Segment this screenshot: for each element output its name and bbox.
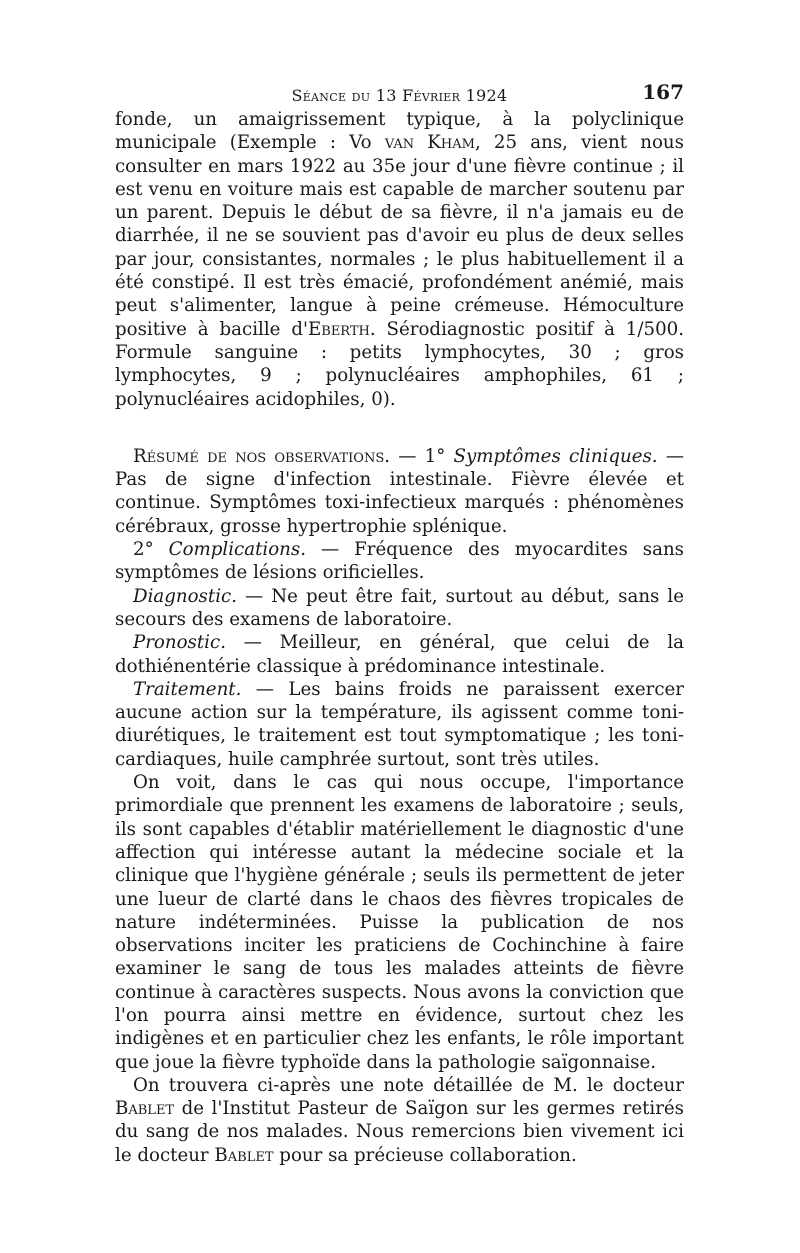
closing-paragraph: [115, 1074, 684, 1167]
patient-name: van Kham: [384, 132, 475, 154]
complications-paragraph: [115, 538, 684, 585]
diagnostic-text: — Ne peut être fait, surtout au début, sans le secours des examens de laboratoire.: [115, 585, 684, 630]
symptoms-title: Symptômes cliniques.: [453, 445, 658, 467]
resume-sep: — 1°: [390, 445, 454, 467]
closing-text-3: pour sa précieuse collaboration.: [273, 1144, 577, 1166]
treatment-paragraph: [115, 678, 684, 771]
resume-heading: Résumé de nos observations.: [133, 445, 391, 467]
prognosis-paragraph: [115, 631, 684, 678]
page-number: 167: [642, 80, 684, 104]
complications-title: Complications.: [168, 539, 306, 561]
symptoms-text: — Pas de signe d'infection intestinale. Fièvre élevée et continue. Symptômes toxi-infectieux marqués : phénomènes cérébraux, grosse hypertrophie splénique.: [115, 445, 685, 537]
case-text-3: . Sérodiagnostic positif à 1/500. Formule sanguine : petits lymphocytes, 30 ; gros lymphocytes, 9 ; polynucléaires amphophiles, 61 ; polynucléaires acidophiles, 0).: [115, 318, 685, 410]
page: [115, 78, 684, 1167]
running-head: Séance du 13 Février 1924: [291, 86, 508, 105]
prognosis-text: — Meilleur, en général, que celui de la dothiénentérie classique à prédominance intestinale.: [115, 632, 684, 677]
prognosis-title: Pronostic.: [133, 632, 226, 654]
complications-text: — Fréquence des myocardites sans symptômes de lésions orificielles.: [115, 539, 684, 584]
bablet-name-2: Bablet: [214, 1144, 274, 1166]
eberth-name: Eberth: [307, 318, 370, 340]
page-header: [115, 78, 684, 108]
section-gap: [115, 411, 684, 445]
closing-text-1: On trouvera ci-après une note détaillée de M. le docteur: [133, 1074, 684, 1096]
diagnostic-title: Diagnostic.: [133, 585, 237, 607]
bablet-name-1: Bablet: [115, 1098, 175, 1120]
conclusion-paragraph: On voit, dans le cas qui nous occupe, l'importance primordiale que prennent les examens de laboratoire ; seuls, ils sont capables d'établir matériellement le diagnostic d'une affection qui intéresse autant la médecine sociale et la clinique que l'hygiène générale ; seuls ils permettent de jeter une lueur de clarté dans le chaos des fièvres tropicales de nature indéterminées. Puisse la publication de nos observations inciter les praticiens de Cochinchine à faire examiner le sang de tous les malades atteints de fièvre continue à caractères suspects. Nous avons la conviction que l'on pourra ainsi mettre en évidence, surtout chez les indigènes et en particulier chez les enfants, le rôle important que joue la fièvre typhoïde dans la pathologie saïgonnaise.: [115, 772, 684, 1073]
complications-number: 2°: [133, 539, 169, 561]
diagnostic-paragraph: [115, 585, 684, 632]
case-text-2: , 25 ans, vient nous consulter en mars 1922 au 35e jour d'une fièvre continue ; il est venu en voiture mais est capable de marcher soutenu par un parent. Depuis le début de sa fièvre, il n'a jamais eu de diarrhée, il ne se souvient pas d'avoir eu plus de deux selles par jour, consistantes, normales ; le plus habituellement il a été constipé. Il est très émacié, profondément anémié, mais peut s'alimenter, langue à peine crémeuse. Hémoculture positive à bacille d': [115, 132, 684, 340]
resume-paragraph: [115, 445, 684, 538]
case-paragraph: [115, 108, 684, 411]
treatment-title: Traitement.: [133, 678, 242, 700]
case-text-1: fonde, un amaigrissement typique, à la polyclinique municipale (Exemple : Vo: [115, 109, 684, 154]
body-text: [115, 108, 684, 1167]
treatment-text: — Les bains froids ne paraissent exercer aucune action sur la température, ils agissent comme toni-diurétiques, le traitement est tout symptomatique ; les toni-cardiaques, huile camphrée surtout, sont très utiles.: [115, 678, 684, 770]
closing-text-2: de l'Institut Pasteur de Saïgon sur les germes retirés du sang de nos malades. Nous remercions bien vivement ici le docteur: [115, 1098, 684, 1166]
